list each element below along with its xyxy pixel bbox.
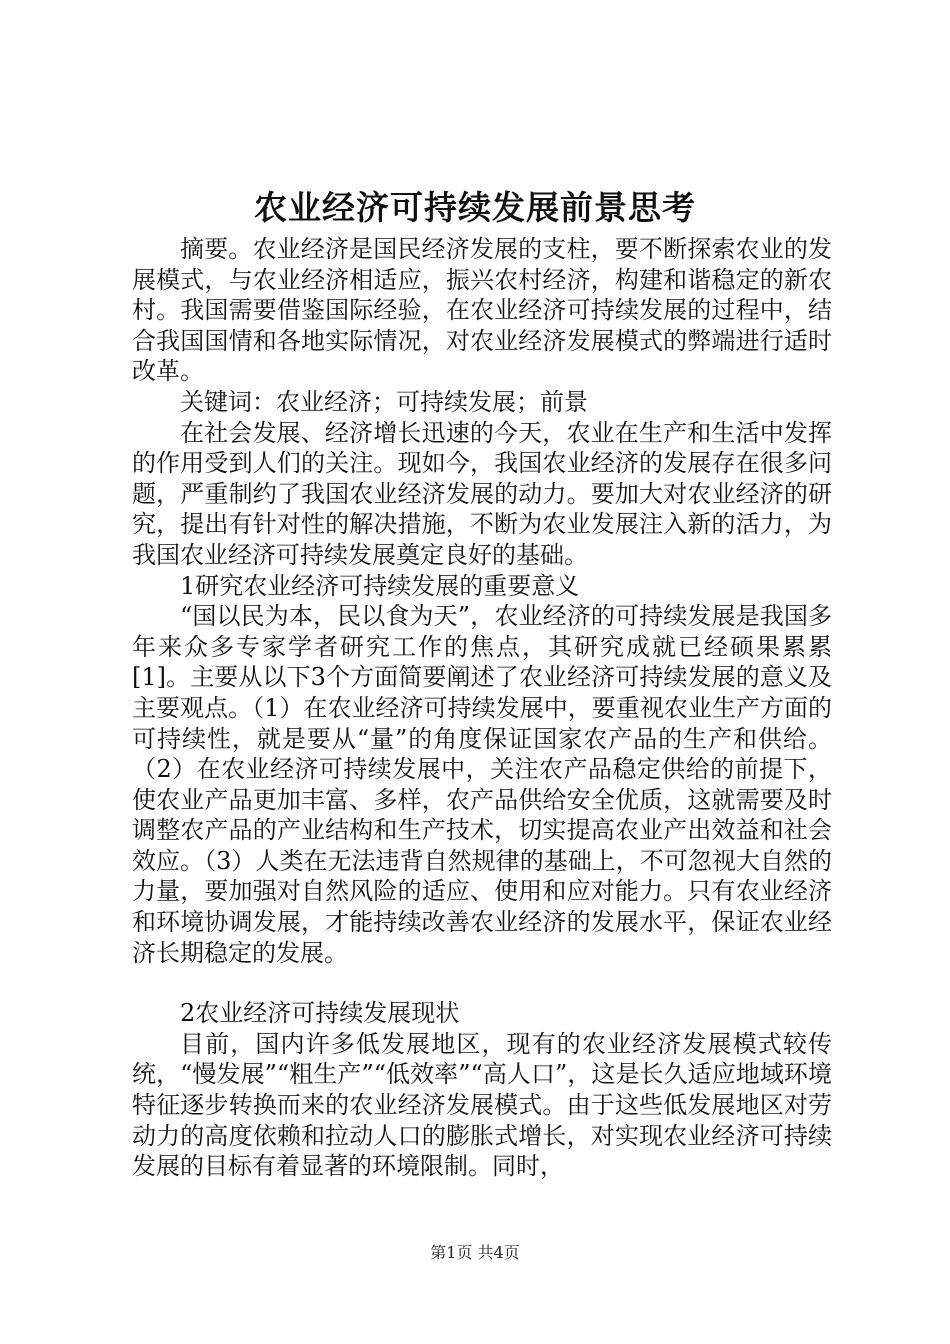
- section-1-paragraph: “国以民为本，民以食为天”，农业经济的可持续发展是我国多年来众多专家学者研究工作的焦点，其研究成就已经硕果累累[1]。主要从以下3个方面简要阐述了农业经济可持续发展的意义及主要观点。（1）在农业经济可持续发展中，要重视农业生产方面的可持续性，就是要从“量”的角度保证国家农产品的生产和供给。（2）在农业经济可持续发展中，关注农产品稳定供给的前提下，使农业产品更加丰富、多样，农产品供给安全优质，这就需要及时调整农产品的产业结构和生产技术，切实提高农业产出效益和社会效应。（3）人类在无法违背自然规律的基础上，不可忽视大自然的力量，要加强对自然风险的适应、使用和应对能力。只有农业经济和环境协调发展，才能持续改善农业经济的发展水平，保证农业经济长期稳定的发展。: [132, 602, 832, 967]
- section-2-paragraph: 目前，国内许多低发展地区，现有的农业经济发展模式较传统，“慢发展”“粗生产”“低效率”“高人口”，这是长久适应地域环境特征逐步转换而来的农业经济发展模式。由于这些低发展地区对劳动力的高度依赖和拉动人口的膨胀式增长，对实现农业经济可持续发展的目标有着显著的环境限制。同时，: [132, 1029, 832, 1181]
- section-heading-2: 2农业经济可持续发展现状: [180, 999, 460, 1028]
- abstract-paragraph: 摘要。农业经济是国民经济发展的支柱，要不断探索农业的发展模式，与农业经济相适应，振兴农村经济，构建和谐稳定的新农村。我国需要借鉴国际经验，在农业经济可持续发展的过程中，结合我国国情和各地实际情况，对农业经济发展模式的弊端进行适时改革。: [132, 235, 832, 386]
- keywords-line: 关键词：农业经济；可持续发展；前景: [180, 387, 588, 416]
- page-number-footer: 第1页 共4页: [430, 1243, 520, 1262]
- section-heading-1: 1研究农业经济可持续发展的重要意义: [180, 571, 580, 600]
- document-body: [132, 234, 832, 1182]
- document-title: 农业经济可持续发展前景思考: [254, 188, 696, 227]
- intro-paragraph: 在社会发展、经济增长迅速的今天，农业在生产和生活中发挥的作用受到人们的关注。现如今，我国农业经济的发展存在很多问题，严重制约了我国农业经济发展的动力。要加大对农业经济的研究，提出有针对性的解决措施，不断为农业发展注入新的活力，为我国农业经济可持续发展奠定良好的基础。: [132, 418, 832, 569]
- blank-line: [132, 968, 832, 998]
